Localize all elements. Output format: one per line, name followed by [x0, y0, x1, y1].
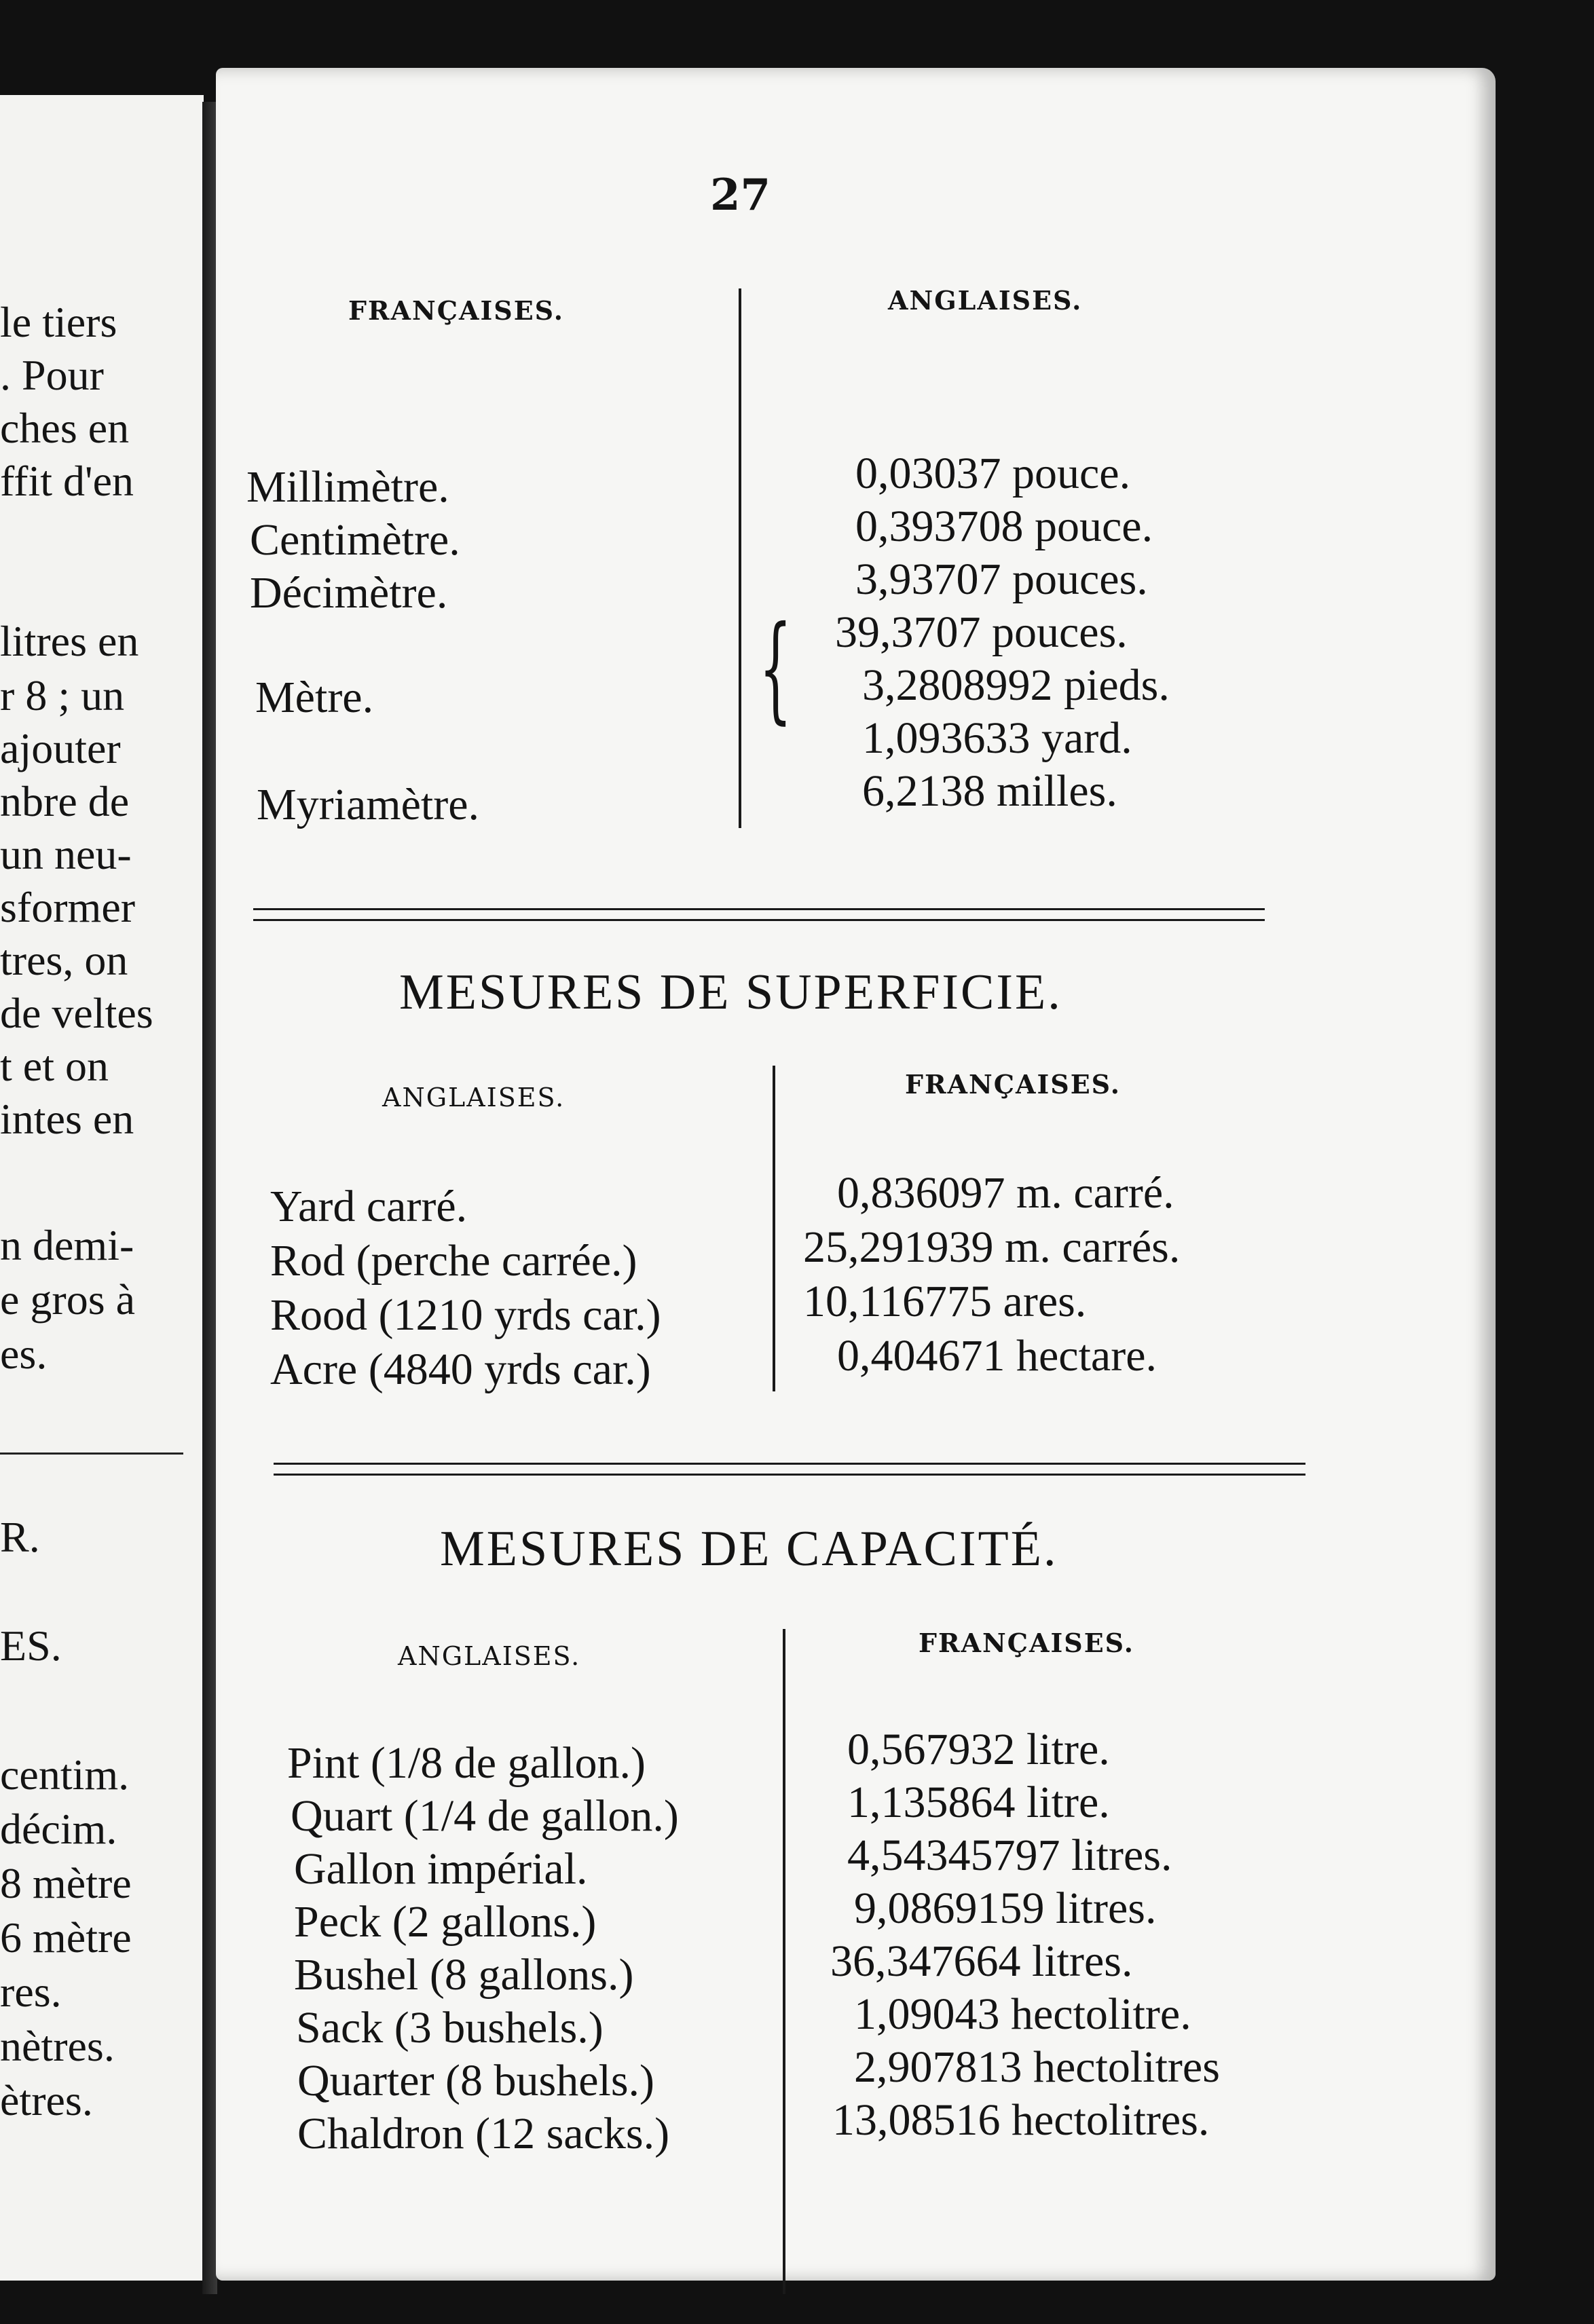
- left-divider: [0, 1452, 183, 1455]
- section-rule: [274, 1463, 1305, 1465]
- column-divider: [739, 288, 741, 828]
- left-text-line: sformer: [0, 883, 136, 931]
- left-text-line: ffit d'en: [0, 457, 134, 505]
- unit-value: 4,54345797 litres.: [847, 1831, 1172, 1880]
- left-text-line: 6 mètre: [0, 1913, 132, 1962]
- left-text-line: de veltes: [0, 989, 153, 1037]
- unit-value: 9,0869159 litres.: [854, 1883, 1157, 1933]
- column-header-english: ANGLAISES.: [398, 1641, 581, 1671]
- unit-value: 39,3707 pouces.: [835, 607, 1128, 657]
- grouping-brace: {: [759, 601, 792, 736]
- unit-name: Chaldron (12 sacks.): [297, 2109, 670, 2158]
- left-text-line: nbre de: [0, 777, 130, 825]
- unit-name: Gallon impérial.: [294, 1844, 588, 1894]
- unit-name: Mètre.: [255, 673, 374, 722]
- left-text-line: . Pour: [0, 351, 104, 399]
- left-text-line: décim.: [0, 1805, 117, 1853]
- unit-value: 0,836097 m. carré.: [837, 1168, 1174, 1218]
- unit-name: Myriamètre.: [257, 780, 480, 829]
- column-header-french: FRANÇAISES.: [348, 295, 565, 326]
- unit-value: 13,08516 hectolitres.: [832, 2095, 1210, 2145]
- unit-value: 36,347664 litres.: [830, 1936, 1133, 1986]
- unit-name: Bushel (8 gallons.): [294, 1950, 634, 2000]
- unit-value: 1,09043 hectolitre.: [854, 1989, 1191, 2039]
- column-divider: [783, 1629, 785, 2294]
- column-header-french: FRANÇAISES.: [919, 1628, 1135, 1658]
- unit-value: 3,93707 pouces.: [855, 555, 1148, 604]
- left-text-line: un neu-: [0, 830, 132, 878]
- unit-name: Millimètre.: [246, 462, 449, 512]
- section-title: MESURES DE SUPERFICIE.: [399, 964, 1062, 1020]
- left-page-fragment: [0, 95, 204, 2281]
- page-number: 27: [710, 170, 771, 221]
- unit-value: 3,2808992 pieds.: [862, 660, 1170, 710]
- left-text-line: intes en: [0, 1095, 134, 1143]
- left-text-line: 8 mètre: [0, 1859, 132, 1907]
- book-page: [216, 68, 1496, 2281]
- unit-value: 0,567932 litre.: [847, 1725, 1110, 1774]
- unit-value: 2,907813 hectolitres: [854, 2042, 1220, 2092]
- unit-name: Quarter (8 bushels.): [297, 2056, 655, 2105]
- left-text-line: ètres.: [0, 2076, 93, 2124]
- left-text-line: res.: [0, 1968, 62, 2016]
- left-text-line: tres, on: [0, 936, 128, 984]
- left-text-line: litres en: [0, 617, 139, 665]
- left-text-line: R.: [0, 1513, 40, 1561]
- unit-value: 1,093633 yard.: [862, 713, 1132, 763]
- section-rule: [253, 908, 1265, 910]
- unit-name: Centimètre.: [250, 515, 460, 565]
- unit-name: Sack (3 bushels.): [296, 2003, 604, 2053]
- left-text-line: nètres.: [0, 2022, 115, 2070]
- unit-value: 1,135864 litre.: [847, 1778, 1110, 1827]
- left-text-line: r 8 ; un: [0, 671, 125, 719]
- left-text-line: centim.: [0, 1750, 130, 1799]
- left-text-line: ES.: [0, 1622, 62, 1670]
- unit-name: Rood (1210 yrds car.): [270, 1290, 661, 1340]
- unit-name: Peck (2 gallons.): [294, 1897, 597, 1947]
- unit-value: 10,116775 ares.: [803, 1277, 1087, 1326]
- unit-value: 0,393708 pouce.: [855, 502, 1153, 551]
- column-header-french: FRANÇAISES.: [905, 1069, 1122, 1100]
- section-title: MESURES DE CAPACITÉ.: [440, 1521, 1058, 1577]
- unit-value: 0,404671 hectare.: [837, 1331, 1157, 1381]
- unit-name: Yard carré.: [270, 1182, 468, 1231]
- column-header-english: ANGLAISES.: [382, 1083, 566, 1112]
- left-text-line: es.: [0, 1330, 48, 1378]
- column-header-english: ANGLAISES.: [888, 285, 1083, 316]
- unit-name: Acre (4840 yrds car.): [270, 1345, 651, 1394]
- unit-value: 25,291939 m. carrés.: [803, 1222, 1181, 1272]
- left-text-line: ches en: [0, 404, 130, 452]
- left-text-line: t et on: [0, 1042, 109, 1090]
- left-text-line: ajouter: [0, 724, 121, 772]
- left-text-line: n demi-: [0, 1221, 134, 1269]
- left-text-line: le tiers: [0, 298, 117, 346]
- unit-name: Décimètre.: [250, 568, 448, 618]
- column-divider: [773, 1066, 775, 1391]
- unit-name: Pint (1/8 de gallon.): [287, 1738, 646, 1788]
- section-rule: [253, 919, 1265, 921]
- left-text-line: e gros à: [0, 1275, 136, 1324]
- unit-value: 0,03037 pouce.: [855, 449, 1131, 498]
- section-rule: [274, 1474, 1305, 1476]
- unit-name: Quart (1/4 de gallon.): [291, 1791, 679, 1841]
- unit-value: 6,2138 milles.: [862, 766, 1117, 816]
- unit-name: Rod (perche carrée.): [270, 1236, 637, 1286]
- book-gutter: [202, 102, 217, 2294]
